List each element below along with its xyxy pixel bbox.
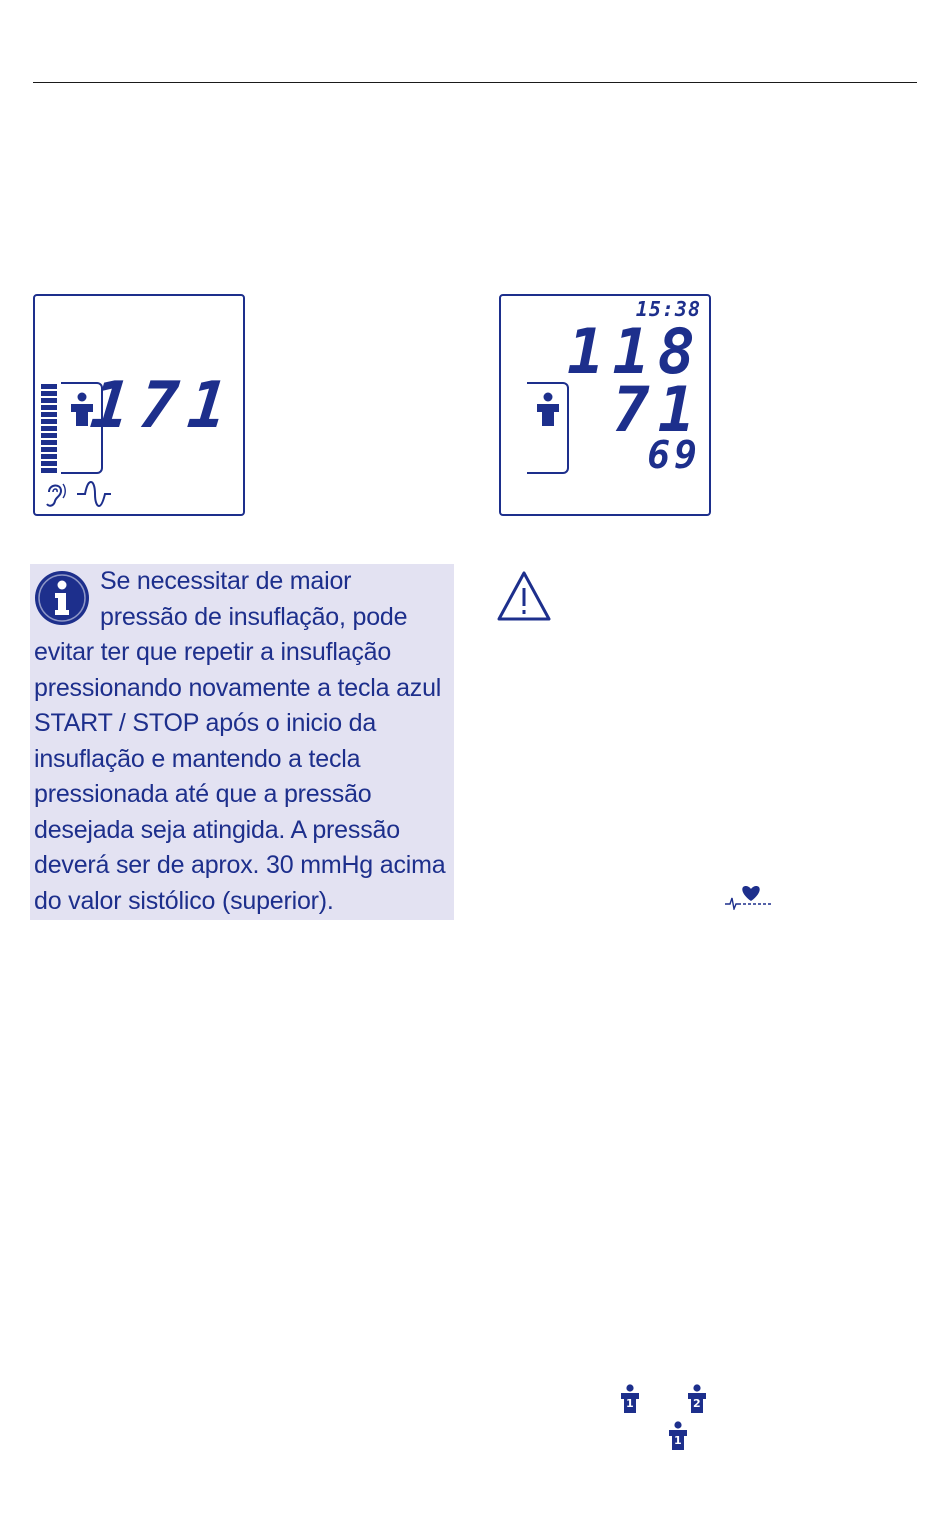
info-note-body: evitar ter que repetir a insuflação pressionando novamente a tecla azul START / STOP após o inicio da insuflação e mantendo a tecla pressionada até que a pressão desejada seja atingida. A pressão deverá ser de aprox. 30 mmHg acima do valor sistólico (superior). [34, 638, 446, 915]
bargraph-segment [41, 454, 57, 459]
bargraph-segment [41, 391, 57, 396]
bargraph-segment [41, 433, 57, 438]
bargraph-segment [41, 468, 57, 473]
user-icon [535, 392, 561, 428]
user-2-label: 2 [693, 1397, 701, 1410]
bargraph-segment [41, 384, 57, 389]
bargraph-segment [41, 412, 57, 417]
info-note-text [34, 564, 450, 919]
warning-icon [496, 570, 552, 622]
pulse-wave-icon [75, 480, 113, 508]
info-note-line1: Se necessitar de maior [100, 567, 352, 595]
ear-icon [41, 478, 67, 510]
diastolic-readout: 71 [612, 373, 703, 446]
info-note [30, 564, 454, 920]
time-readout: 15:38 [635, 297, 701, 321]
bargraph-segment [41, 440, 57, 445]
lcd-display-inflating [33, 294, 245, 516]
lcd-display-result [499, 294, 711, 516]
pulse-readout: 69 [647, 433, 701, 477]
bargraph-segment [41, 426, 57, 431]
user-1-label: 1 [626, 1397, 634, 1410]
bargraph-segment [41, 461, 57, 466]
bargraph-segment [41, 419, 57, 424]
bargraph-segment [41, 447, 57, 452]
user-1b-label: 1 [674, 1434, 682, 1447]
pressure-bargraph [41, 384, 57, 475]
header-rule [33, 82, 917, 83]
bargraph-segment [41, 405, 57, 410]
info-note-line2: pressão de insuflação, pode [100, 602, 408, 631]
pressure-readout: 171 [87, 369, 241, 443]
irregular-heartbeat-icon [724, 884, 774, 910]
systolic-readout: 118 [567, 315, 703, 388]
bargraph-segment [41, 398, 57, 403]
